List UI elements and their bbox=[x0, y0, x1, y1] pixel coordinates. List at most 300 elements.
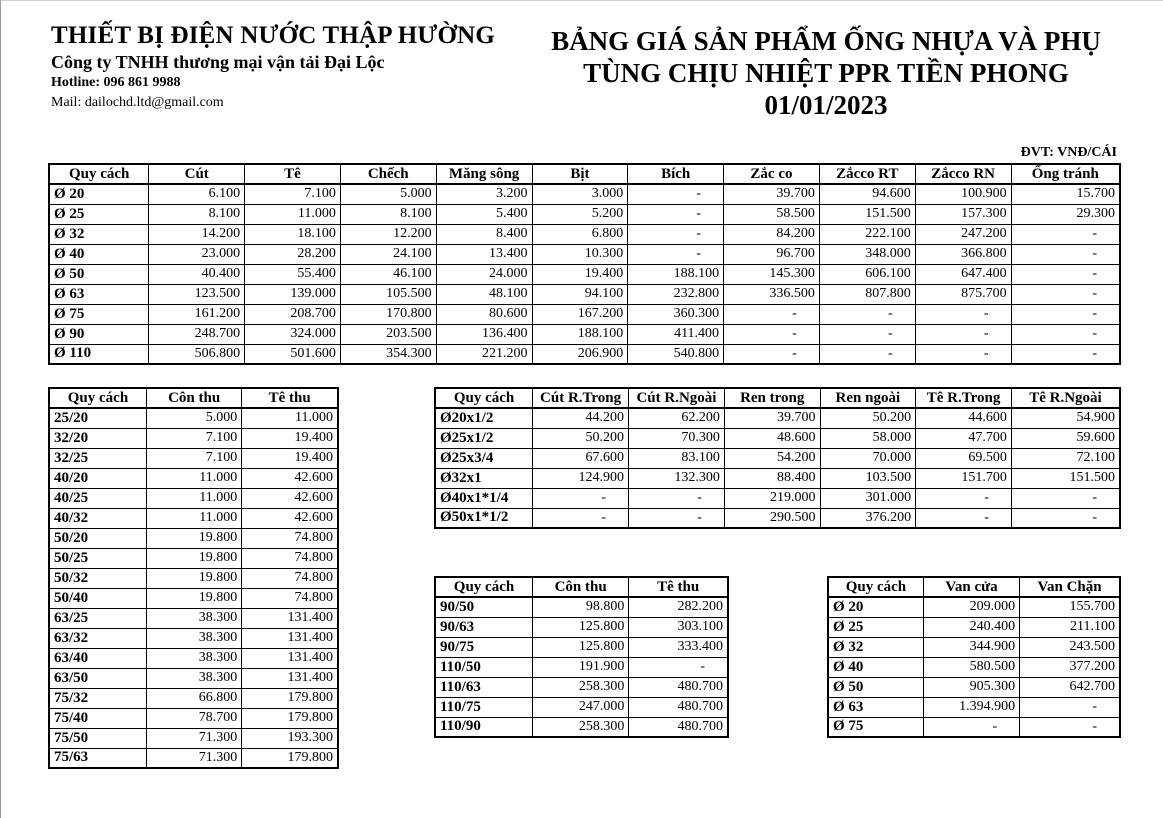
column-header: Tê R.Trong bbox=[916, 388, 1012, 408]
table-row bbox=[435, 717, 728, 737]
price-cell: 11.000 bbox=[146, 468, 241, 488]
column-header: Chếch bbox=[340, 164, 436, 184]
price-cell: - bbox=[923, 717, 1019, 737]
row-label: Ø 40 bbox=[828, 657, 923, 677]
row-label: 32/25 bbox=[49, 448, 146, 468]
price-cell: 303.100 bbox=[629, 617, 728, 637]
table-row bbox=[828, 717, 1120, 737]
price-cell: 24.100 bbox=[340, 244, 436, 264]
column-header: Zắcco RN bbox=[915, 164, 1011, 184]
table-row bbox=[435, 597, 728, 617]
column-header: Tê bbox=[245, 164, 341, 184]
price-cell: 42.600 bbox=[242, 508, 338, 528]
valve-table bbox=[827, 576, 1121, 738]
price-cell: 222.100 bbox=[819, 224, 915, 244]
price-cell: - bbox=[1020, 697, 1120, 717]
table-row bbox=[435, 448, 1120, 468]
header-row bbox=[435, 577, 728, 597]
table-row bbox=[49, 688, 338, 708]
table-row bbox=[435, 508, 1120, 528]
price-cell: 179.800 bbox=[242, 688, 338, 708]
row-label: 50/20 bbox=[49, 528, 146, 548]
price-cell: 71.300 bbox=[146, 748, 241, 768]
header-row bbox=[49, 164, 1120, 184]
row-label: 63/40 bbox=[49, 648, 146, 668]
price-cell: 209.000 bbox=[923, 597, 1019, 617]
price-cell: 258.300 bbox=[532, 677, 628, 697]
price-cell: 54.200 bbox=[724, 448, 820, 468]
price-cell: 5.400 bbox=[436, 204, 532, 224]
column-header: Tê thu bbox=[242, 388, 338, 408]
header-row bbox=[49, 388, 338, 408]
price-cell: 40.400 bbox=[149, 264, 245, 284]
price-cell: 647.400 bbox=[915, 264, 1011, 284]
price-cell: 47.700 bbox=[916, 428, 1012, 448]
price-cell: 83.100 bbox=[629, 448, 725, 468]
column-header: Cút R.Ngoài bbox=[629, 388, 725, 408]
column-header: Quy cách bbox=[828, 577, 923, 597]
price-cell: 155.700 bbox=[1020, 597, 1120, 617]
price-cell: 240.400 bbox=[923, 617, 1019, 637]
price-cell: 376.200 bbox=[820, 508, 916, 528]
price-cell: 38.300 bbox=[146, 648, 241, 668]
price-cell: 70.300 bbox=[629, 428, 725, 448]
price-cell: 24.000 bbox=[436, 264, 532, 284]
price-cell: 807.800 bbox=[819, 284, 915, 304]
price-cell: 336.500 bbox=[724, 284, 820, 304]
price-cell: 411.400 bbox=[628, 324, 724, 344]
price-cell: 44.600 bbox=[916, 408, 1012, 428]
column-header: Quy cách bbox=[435, 388, 533, 408]
table-row bbox=[49, 244, 1120, 264]
company-name: THIẾT BỊ ĐIỆN NƯỚC THẬP HƯỜNG bbox=[51, 22, 496, 49]
price-cell: 8.100 bbox=[149, 204, 245, 224]
price-cell: 354.300 bbox=[340, 344, 436, 364]
table-row bbox=[49, 628, 338, 648]
price-cell: 131.400 bbox=[242, 648, 338, 668]
price-cell: 103.500 bbox=[820, 468, 916, 488]
row-label: 63/25 bbox=[49, 608, 146, 628]
price-cell: 188.100 bbox=[532, 324, 628, 344]
row-label: Ø32x1 bbox=[435, 468, 533, 488]
price-cell: 94.600 bbox=[819, 184, 915, 204]
price-cell: 188.100 bbox=[628, 264, 724, 284]
table-row bbox=[49, 728, 338, 748]
row-label: 110/75 bbox=[435, 697, 532, 717]
price-cell: 480.700 bbox=[629, 717, 728, 737]
table-row bbox=[435, 697, 728, 717]
price-cell: 191.900 bbox=[532, 657, 628, 677]
row-label: 50/40 bbox=[49, 588, 146, 608]
price-cell: 221.200 bbox=[436, 344, 532, 364]
price-cell: 5.200 bbox=[532, 204, 628, 224]
row-label: 50/25 bbox=[49, 548, 146, 568]
row-label: 40/32 bbox=[49, 508, 146, 528]
price-cell: - bbox=[1020, 717, 1120, 737]
price-cell: 6.800 bbox=[532, 224, 628, 244]
price-cell: - bbox=[916, 488, 1012, 508]
row-label: Ø 110 bbox=[49, 344, 149, 364]
row-label: Ø20x1/2 bbox=[435, 408, 533, 428]
table-row bbox=[49, 648, 338, 668]
price-cell: 50.200 bbox=[533, 428, 629, 448]
row-label: Ø 90 bbox=[49, 324, 149, 344]
price-cell: 55.400 bbox=[245, 264, 341, 284]
table-row bbox=[49, 224, 1120, 244]
price-cell: - bbox=[628, 244, 724, 264]
table-row bbox=[435, 637, 728, 657]
large-reducer-table bbox=[434, 576, 729, 738]
company-block bbox=[51, 21, 495, 113]
price-cell: 44.200 bbox=[533, 408, 629, 428]
row-label: Ø50x1*1/2 bbox=[435, 508, 533, 528]
column-header: Ren ngoài bbox=[820, 388, 916, 408]
row-label: Ø 75 bbox=[49, 304, 149, 324]
price-cell: 105.500 bbox=[340, 284, 436, 304]
price-cell: 28.200 bbox=[245, 244, 341, 264]
price-cell: 29.300 bbox=[1011, 204, 1120, 224]
price-cell: 151.700 bbox=[916, 468, 1012, 488]
table-row bbox=[49, 708, 338, 728]
row-label: 75/32 bbox=[49, 688, 146, 708]
document-title bbox=[521, 25, 1131, 121]
price-cell: 125.800 bbox=[532, 637, 628, 657]
column-header: Tê R.Ngoài bbox=[1011, 388, 1120, 408]
price-cell: 19.400 bbox=[242, 448, 338, 468]
price-cell: 59.600 bbox=[1011, 428, 1120, 448]
price-cell: 290.500 bbox=[724, 508, 820, 528]
price-cell: 179.800 bbox=[242, 708, 338, 728]
row-label: 63/50 bbox=[49, 668, 146, 688]
price-cell: 14.200 bbox=[149, 224, 245, 244]
price-cell: - bbox=[1011, 324, 1120, 344]
email: Mail: dailochd.ltd@gmail.com bbox=[51, 95, 224, 110]
price-cell: 540.800 bbox=[628, 344, 724, 364]
column-header: Côn thu bbox=[532, 577, 628, 597]
row-label: 32/20 bbox=[49, 428, 146, 448]
price-cell: 11.000 bbox=[242, 408, 338, 428]
row-label: 90/63 bbox=[435, 617, 532, 637]
price-cell: 232.800 bbox=[628, 284, 724, 304]
column-header: Ống tránh bbox=[1011, 164, 1120, 184]
price-cell: 203.500 bbox=[340, 324, 436, 344]
price-cell: - bbox=[1011, 284, 1120, 304]
column-header: Cút bbox=[149, 164, 245, 184]
price-cell: 139.000 bbox=[245, 284, 341, 304]
price-cell: 6.100 bbox=[149, 184, 245, 204]
column-header: Van Chặn bbox=[1020, 577, 1120, 597]
main-fittings-table bbox=[48, 163, 1121, 365]
row-label: 90/50 bbox=[435, 597, 532, 617]
price-cell: 39.700 bbox=[724, 408, 820, 428]
price-cell: 78.700 bbox=[146, 708, 241, 728]
price-cell: 58.500 bbox=[724, 204, 820, 224]
row-label: 50/32 bbox=[49, 568, 146, 588]
table-row bbox=[435, 617, 728, 637]
price-cell: 84.200 bbox=[724, 224, 820, 244]
price-cell: 19.800 bbox=[146, 588, 241, 608]
price-cell: 344.900 bbox=[923, 637, 1019, 657]
price-cell: 151.500 bbox=[1011, 468, 1120, 488]
table-row bbox=[49, 548, 338, 568]
price-cell: 62.200 bbox=[629, 408, 725, 428]
row-label: Ø 50 bbox=[828, 677, 923, 697]
table-row bbox=[49, 264, 1120, 284]
row-label: 40/25 bbox=[49, 488, 146, 508]
column-header: Tê thu bbox=[629, 577, 728, 597]
price-cell: 167.200 bbox=[532, 304, 628, 324]
column-header: Bịt bbox=[532, 164, 628, 184]
price-cell: 506.800 bbox=[149, 344, 245, 364]
column-header: Zắc co bbox=[724, 164, 820, 184]
price-cell: 71.300 bbox=[146, 728, 241, 748]
price-cell: 74.800 bbox=[242, 568, 338, 588]
column-header: Bích bbox=[628, 164, 724, 184]
price-cell: 38.300 bbox=[146, 628, 241, 648]
table-row bbox=[828, 597, 1120, 617]
table-row bbox=[49, 528, 338, 548]
table-row bbox=[49, 508, 338, 528]
header-row bbox=[435, 388, 1120, 408]
column-header: Zắcco RT bbox=[819, 164, 915, 184]
row-label: 75/50 bbox=[49, 728, 146, 748]
price-cell: 145.300 bbox=[724, 264, 820, 284]
price-cell: 98.800 bbox=[532, 597, 628, 617]
table-row bbox=[828, 617, 1120, 637]
column-header: Quy cách bbox=[49, 388, 146, 408]
unit-label: ĐVT: VNĐ/CÁI bbox=[1020, 145, 1117, 160]
price-cell: 11.000 bbox=[146, 508, 241, 528]
table-row bbox=[49, 668, 338, 688]
table-row bbox=[435, 408, 1120, 428]
hotline: Hotline: 096 861 9988 bbox=[51, 75, 181, 90]
price-cell: - bbox=[628, 224, 724, 244]
price-cell: - bbox=[533, 508, 629, 528]
table-row bbox=[49, 184, 1120, 204]
row-label: Ø 20 bbox=[828, 597, 923, 617]
price-cell: 13.400 bbox=[436, 244, 532, 264]
price-cell: - bbox=[1011, 344, 1120, 364]
price-cell: - bbox=[916, 508, 1012, 528]
price-cell: 94.100 bbox=[532, 284, 628, 304]
row-label: Ø 75 bbox=[828, 717, 923, 737]
row-label: 75/63 bbox=[49, 748, 146, 768]
row-label: 25/20 bbox=[49, 408, 146, 428]
table-row bbox=[435, 428, 1120, 448]
column-header: Cút R.Trong bbox=[533, 388, 629, 408]
price-cell: 501.600 bbox=[245, 344, 341, 364]
company-subtitle: Công ty TNHH thương mại vận tải Đại Lộc bbox=[51, 52, 385, 72]
column-header: Van cửa bbox=[923, 577, 1019, 597]
table-row bbox=[49, 284, 1120, 304]
price-cell: 360.300 bbox=[628, 304, 724, 324]
price-cell: 124.900 bbox=[533, 468, 629, 488]
row-label: Ø 20 bbox=[49, 184, 149, 204]
price-cell: 69.500 bbox=[916, 448, 1012, 468]
price-cell: 15.700 bbox=[1011, 184, 1120, 204]
price-cell: 580.500 bbox=[923, 657, 1019, 677]
price-cell: 247.000 bbox=[532, 697, 628, 717]
price-cell: 70.000 bbox=[820, 448, 916, 468]
table-row bbox=[49, 448, 338, 468]
price-cell: 88.400 bbox=[724, 468, 820, 488]
price-cell: - bbox=[629, 488, 725, 508]
price-cell: 19.800 bbox=[146, 548, 241, 568]
table-row bbox=[828, 697, 1120, 717]
price-cell: 7.100 bbox=[146, 448, 241, 468]
table-row bbox=[49, 488, 338, 508]
table-row bbox=[49, 324, 1120, 344]
price-cell: - bbox=[629, 508, 725, 528]
price-cell: 247.200 bbox=[915, 224, 1011, 244]
price-cell: 179.800 bbox=[242, 748, 338, 768]
column-header: Quy cách bbox=[435, 577, 532, 597]
price-cell: 19.400 bbox=[242, 428, 338, 448]
price-cell: 11.000 bbox=[245, 204, 341, 224]
row-label: 110/90 bbox=[435, 717, 532, 737]
price-cell: 170.800 bbox=[340, 304, 436, 324]
price-cell: 377.200 bbox=[1020, 657, 1120, 677]
price-cell: 211.100 bbox=[1020, 617, 1120, 637]
price-cell: 206.900 bbox=[532, 344, 628, 364]
threaded-fittings-table bbox=[434, 387, 1121, 529]
price-cell: 7.100 bbox=[245, 184, 341, 204]
price-cell: 905.300 bbox=[923, 677, 1019, 697]
price-cell: 125.800 bbox=[532, 617, 628, 637]
row-label: Ø 25 bbox=[828, 617, 923, 637]
price-cell: 96.700 bbox=[724, 244, 820, 264]
price-cell: 243.500 bbox=[1020, 637, 1120, 657]
row-label: 63/32 bbox=[49, 628, 146, 648]
price-cell: - bbox=[1011, 244, 1120, 264]
table-row bbox=[49, 568, 338, 588]
price-cell: 366.800 bbox=[915, 244, 1011, 264]
price-cell: 58.000 bbox=[820, 428, 916, 448]
price-cell: 8.100 bbox=[340, 204, 436, 224]
column-header: Côn thu bbox=[146, 388, 241, 408]
price-cell: 1.394.900 bbox=[923, 697, 1019, 717]
price-cell: 136.400 bbox=[436, 324, 532, 344]
price-cell: 80.600 bbox=[436, 304, 532, 324]
price-cell: - bbox=[1011, 264, 1120, 284]
price-cell: 50.200 bbox=[820, 408, 916, 428]
price-cell: 54.900 bbox=[1011, 408, 1120, 428]
price-cell: 480.700 bbox=[629, 677, 728, 697]
table-row bbox=[828, 677, 1120, 697]
price-cell: 72.100 bbox=[1011, 448, 1120, 468]
reducer-table bbox=[48, 387, 339, 769]
price-cell: 23.000 bbox=[149, 244, 245, 264]
price-cell: - bbox=[724, 304, 820, 324]
row-label: Ø 32 bbox=[828, 637, 923, 657]
price-cell: - bbox=[915, 304, 1011, 324]
table-row bbox=[435, 677, 728, 697]
price-cell: 74.800 bbox=[242, 548, 338, 568]
row-label: 110/63 bbox=[435, 677, 532, 697]
price-cell: 42.600 bbox=[242, 488, 338, 508]
table-row bbox=[49, 344, 1120, 364]
row-label: Ø25x1/2 bbox=[435, 428, 533, 448]
row-label: Ø40x1*1/4 bbox=[435, 488, 533, 508]
title-date: 01/01/2023 bbox=[764, 90, 888, 120]
row-label: Ø 50 bbox=[49, 264, 149, 284]
price-cell: 875.700 bbox=[915, 284, 1011, 304]
price-cell: 151.500 bbox=[819, 204, 915, 224]
price-cell: 123.500 bbox=[149, 284, 245, 304]
price-cell: - bbox=[915, 344, 1011, 364]
price-cell: 208.700 bbox=[245, 304, 341, 324]
title-line-2: TÙNG CHỊU NHIỆT PPR TIỀN PHONG bbox=[583, 58, 1069, 88]
price-cell: 333.400 bbox=[629, 637, 728, 657]
price-cell: 324.000 bbox=[245, 324, 341, 344]
table-row bbox=[49, 588, 338, 608]
price-cell: - bbox=[1011, 508, 1120, 528]
price-cell: 131.400 bbox=[242, 628, 338, 648]
price-cell: - bbox=[819, 344, 915, 364]
price-cell: - bbox=[629, 657, 728, 677]
column-header: Quy cách bbox=[49, 164, 149, 184]
table-row bbox=[49, 428, 338, 448]
price-cell: 100.900 bbox=[915, 184, 1011, 204]
price-cell: 39.700 bbox=[724, 184, 820, 204]
row-label: 40/20 bbox=[49, 468, 146, 488]
column-header: Măng sông bbox=[436, 164, 532, 184]
column-header: Ren trong bbox=[724, 388, 820, 408]
price-cell: 132.300 bbox=[629, 468, 725, 488]
row-label: 75/40 bbox=[49, 708, 146, 728]
price-cell: 348.000 bbox=[819, 244, 915, 264]
row-label: Ø 63 bbox=[828, 697, 923, 717]
price-cell: 157.300 bbox=[915, 204, 1011, 224]
price-cell: 46.100 bbox=[340, 264, 436, 284]
price-cell: 248.700 bbox=[149, 324, 245, 344]
price-cell: 8.400 bbox=[436, 224, 532, 244]
table-row bbox=[49, 304, 1120, 324]
price-cell: - bbox=[819, 324, 915, 344]
price-cell: 258.300 bbox=[532, 717, 628, 737]
table-row bbox=[49, 608, 338, 628]
price-cell: 48.600 bbox=[724, 428, 820, 448]
price-cell: 642.700 bbox=[1020, 677, 1120, 697]
price-cell: 74.800 bbox=[242, 588, 338, 608]
price-cell: - bbox=[1011, 488, 1120, 508]
price-cell: - bbox=[915, 324, 1011, 344]
row-label: 90/75 bbox=[435, 637, 532, 657]
price-cell: 161.200 bbox=[149, 304, 245, 324]
table-row bbox=[49, 748, 338, 768]
price-cell: 7.100 bbox=[146, 428, 241, 448]
price-cell: 3.200 bbox=[436, 184, 532, 204]
price-cell: 12.200 bbox=[340, 224, 436, 244]
price-cell: 131.400 bbox=[242, 608, 338, 628]
row-label: Ø 63 bbox=[49, 284, 149, 304]
title-line-1: BẢNG GIÁ SẢN PHẨM ỐNG NHỰA VÀ PHỤ bbox=[551, 26, 1101, 56]
price-cell: - bbox=[533, 488, 629, 508]
price-cell: 480.700 bbox=[629, 697, 728, 717]
price-cell: 219.000 bbox=[724, 488, 820, 508]
price-cell: 3.000 bbox=[532, 184, 628, 204]
price-cell: 48.100 bbox=[436, 284, 532, 304]
row-label: 110/50 bbox=[435, 657, 532, 677]
row-label: Ø 32 bbox=[49, 224, 149, 244]
price-cell: - bbox=[1011, 224, 1120, 244]
price-cell: 606.100 bbox=[819, 264, 915, 284]
price-cell: 193.300 bbox=[242, 728, 338, 748]
table-row bbox=[435, 657, 728, 677]
price-cell: 301.000 bbox=[820, 488, 916, 508]
price-cell: - bbox=[628, 204, 724, 224]
price-cell: 19.800 bbox=[146, 568, 241, 588]
